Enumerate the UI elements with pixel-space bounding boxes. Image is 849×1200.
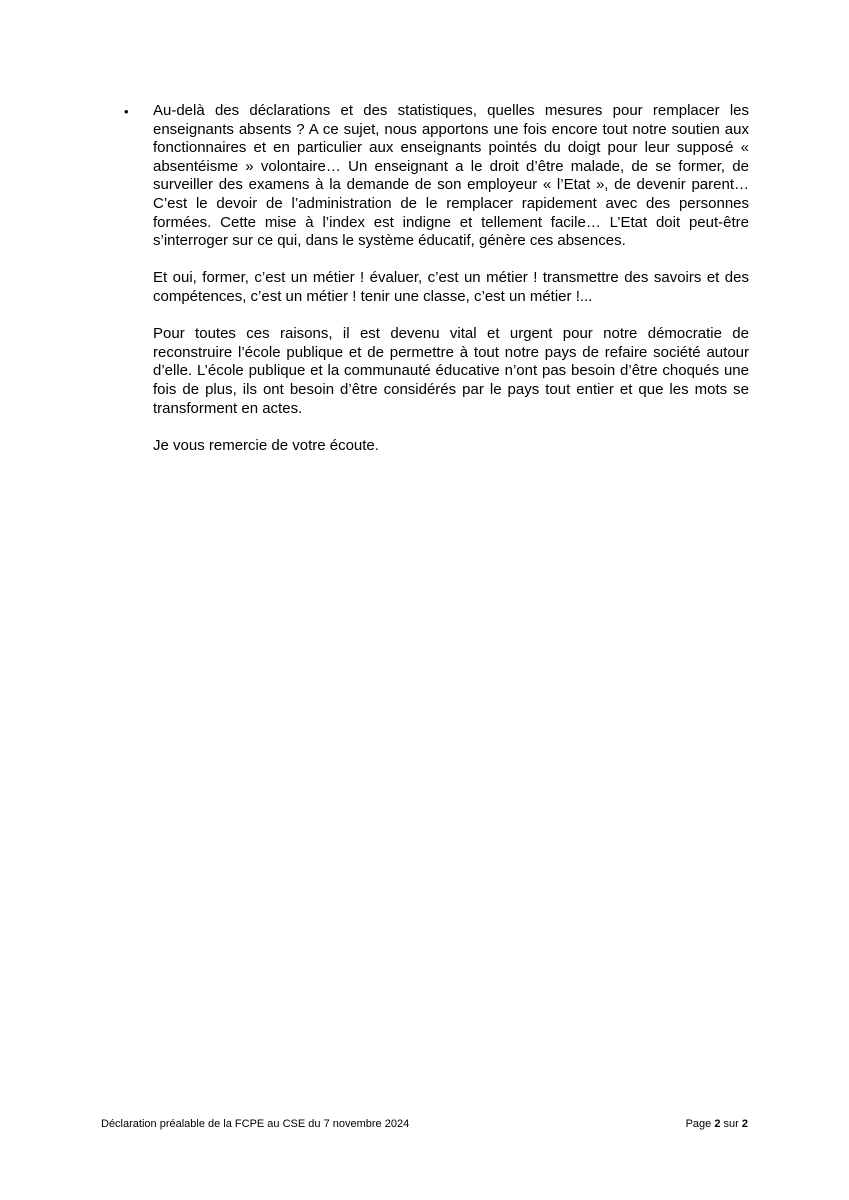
footer-title: Déclaration préalable de la FCPE au CSE du 7 novembre 2024 xyxy=(101,1118,410,1130)
document-body xyxy=(153,102,749,474)
page-footer xyxy=(101,1117,748,1131)
page-word: Page xyxy=(685,1118,715,1130)
page-number xyxy=(686,1117,748,1131)
page-current: 2 xyxy=(714,1118,721,1130)
paragraph-conclusion: Pour toutes ces raisons, il est devenu vital et urgent pour notre démocratie de reconstruire l’école publique et de permettre à tout notre pays de refaire société autour d’elle. L’école publique et la communauté éducative n’ont pas besoin d’être choqués une fois de plus, ils ont besoin d’être considérés par le pays tout entier et que les mots se transforment en actes. xyxy=(153,325,749,417)
page-separator: sur xyxy=(720,1118,742,1130)
paragraph-absences: Au-delà des déclarations et des statistiques, quelles mesures pour remplacer les enseignants absents ? A ce sujet, nous apportons une fois encore tout notre soutien aux fonctionnaires et en particulier aux enseignants pointés du doigt pour leur supposé « absentéisme » volontaire… Un enseignant a le droit d’être malade, de se former, de surveiller des examens à la demande de son employeur « l’Etat », de devenir parent… C’est le devoir de l’administration de le remplacer rapidement avec des personnes formées. Cette mise à l’index est indigne et tellement facile… L’Etat doit peut-être s’interroger sur ce qui, dans le système éducatif, génère ces absences. xyxy=(153,102,749,250)
bullet-marker: • xyxy=(124,104,129,119)
page-total: 2 xyxy=(741,1118,748,1130)
paragraph-metier: Et oui, former, c’est un métier ! évaluer, c’est un métier ! transmettre des savoirs et des compétences, c’est un métier ! tenir une classe, c’est un métier !... xyxy=(153,269,749,305)
paragraph-thanks: Je vous remercie de votre écoute. xyxy=(153,436,379,454)
